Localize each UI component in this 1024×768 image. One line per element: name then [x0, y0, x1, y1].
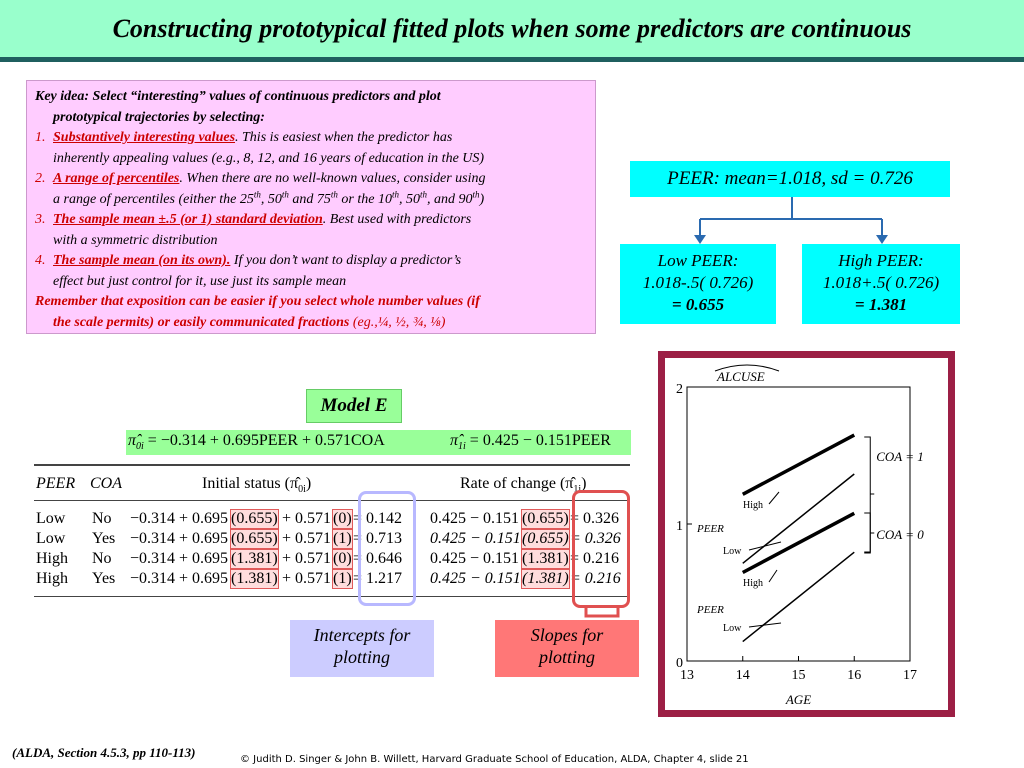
cell-intercept-result: = 0.646: [353, 550, 403, 567]
key-item-4-cont: effect but just control for it, use just its sample mean: [53, 273, 347, 289]
cell-intercept-expr: −0.314 + 0.695: [130, 550, 229, 567]
coa1-bracket: [864, 437, 874, 552]
cell-intercept-result: = 1.217: [353, 570, 403, 587]
y-tick-label: 0: [676, 656, 683, 671]
cell-slope-result: = 0.216: [570, 570, 621, 587]
pct-text: , 50: [260, 191, 282, 207]
cell-coa: Yes: [92, 570, 116, 587]
table-bottom-rule: [34, 596, 630, 597]
cell-peer: High: [36, 570, 68, 587]
high-label: High: [743, 500, 763, 511]
trajectory-line: [743, 513, 855, 572]
x-tick-label: 14: [735, 668, 750, 683]
cell-coa-coef: + 0.571: [282, 570, 332, 587]
label-line: plotting: [538, 647, 595, 667]
header-text: Initial status (π̂: [202, 475, 299, 492]
trajectory-line: [743, 435, 855, 494]
x-axis-label: AGE: [785, 692, 812, 707]
remember-fractions: (eg.,¼, ½, ¾, ⅛): [349, 314, 446, 330]
cell-slope-peer-value: (0.655): [522, 510, 569, 527]
cell-slope-result: = 0.326: [570, 530, 621, 547]
cell-coa-coef: + 0.571: [282, 530, 332, 547]
cell-slope-expr: 0.425 − 0.151: [430, 530, 521, 547]
pct-text: , and 90: [427, 191, 473, 207]
cell-coa-value: (1): [333, 530, 352, 547]
sup: th: [472, 188, 480, 199]
sup: th: [281, 188, 289, 199]
peer-summary-box: PEER: mean=1.018, sd = 0.726: [630, 161, 950, 197]
label-line: plotting: [333, 647, 390, 667]
pi-hat: π̂: [128, 432, 137, 449]
pct-text: or the 10: [337, 191, 392, 207]
cell-peer-value: (1.381): [231, 550, 278, 567]
coa0-label: COA = 0: [876, 527, 924, 542]
item-link: A range of percentiles: [53, 171, 180, 186]
item-number: 2.: [35, 171, 46, 186]
high-peer-title: High PEER:: [838, 251, 924, 270]
sup: th: [420, 188, 428, 199]
table-top-rule: [34, 464, 630, 466]
high-arrow: [769, 492, 779, 504]
equation-rhs: = 0.425 − 0.151PEER: [465, 432, 611, 449]
pct-text: ): [479, 191, 485, 207]
low-peer-formula: 1.018-.5( 0.726): [642, 273, 754, 292]
cell-coa-coef: + 0.571: [282, 550, 332, 567]
equation-slope: [450, 432, 611, 452]
sup: th: [253, 188, 261, 199]
coa0-bracket: [864, 513, 874, 553]
intercepts-highlight-frame: [358, 491, 416, 606]
footer-reference: (ALDA, Section 4.5.3, pp 110-113): [12, 745, 196, 760]
label-line: Slopes for: [530, 625, 604, 645]
cell-coa-value: (0): [333, 510, 352, 527]
key-item-1: [35, 128, 587, 149]
coa1-label: COA = 1: [876, 449, 924, 464]
cell-coa: No: [92, 550, 112, 567]
x-tick-label: 15: [791, 668, 806, 683]
cell-slope-result: = 0.216: [570, 550, 620, 567]
col-header-initial: [202, 475, 311, 495]
y-axis-label: ALCUSE: [717, 369, 765, 384]
trajectory-line: [743, 474, 855, 563]
subscript: 1i: [573, 484, 582, 496]
remember-text: the scale permits) or easily communicated fractions: [53, 314, 350, 330]
key-item-3-cont: with a symmetric distribution: [53, 232, 218, 248]
cell-slope-expr: 0.425 − 0.151: [430, 570, 521, 587]
item-text: . Best used with predictors: [322, 212, 472, 227]
low-arrow: [749, 542, 781, 550]
high-peer-box: [802, 244, 960, 324]
slopes-for-plotting-label: [495, 620, 639, 677]
pi-hat: π̂: [450, 432, 459, 449]
model-label: Model E: [306, 389, 402, 423]
label-line: Intercepts for: [313, 625, 411, 645]
subscript: 0i: [136, 441, 144, 453]
item-text: If you don’t want to display a predictor’s: [230, 253, 462, 268]
high-peer-value: = 1.381: [854, 295, 908, 314]
peer-label: PEER: [697, 604, 724, 616]
col-header-rate: [460, 475, 586, 495]
cell-intercept-expr: −0.314 + 0.695: [130, 570, 229, 587]
cell-intercept-result: = 0.142: [353, 510, 403, 527]
item-text: . This is easiest when the predictor has: [235, 130, 453, 145]
item-number: 4.: [35, 253, 46, 268]
cell-peer-value: (0.655): [231, 530, 278, 547]
x-tick-label: 13: [680, 668, 694, 683]
low-peer-box: [620, 244, 776, 324]
key-item-3: [35, 210, 587, 231]
key-item-4: [35, 251, 587, 272]
header-text: Rate of change (π̂: [460, 475, 574, 492]
col-header-peer: PEER: [36, 475, 76, 492]
header-text: ): [581, 475, 587, 492]
item-number: 3.: [35, 212, 46, 227]
pct-text: a range of percentiles (either the 25: [53, 191, 254, 207]
title-bar: [0, 0, 1024, 62]
key-item-2: [35, 169, 587, 190]
low-label: Low: [723, 546, 742, 557]
cell-peer: Low: [36, 510, 66, 527]
x-tick-label: 16: [847, 668, 862, 683]
y-tick-label: 1: [676, 519, 683, 534]
cell-slope-peer-value: (1.381): [522, 550, 569, 567]
item-number: 1.: [35, 130, 46, 145]
high-arrow: [769, 570, 777, 582]
cell-slope-peer-value: (0.655): [522, 530, 569, 547]
intercepts-for-plotting-label: [290, 620, 434, 677]
peer-label: PEER: [697, 523, 724, 535]
fitted-trajectory-plot: [664, 357, 949, 711]
key-item-2-cont: [35, 190, 587, 211]
cell-coa: Yes: [92, 530, 116, 547]
pct-text: and 75: [288, 191, 331, 207]
cell-slope-expr: 0.425 − 0.151: [430, 510, 520, 527]
cell-coa-value: (0): [333, 550, 352, 567]
table-header-rule: [34, 500, 630, 501]
equation-rhs: = −0.314 + 0.695PEER + 0.571COA: [143, 432, 385, 449]
high-label: High: [743, 578, 763, 589]
remember-line-2: [35, 313, 587, 334]
cell-peer: Low: [36, 530, 66, 547]
slopes-highlight-frame: [572, 490, 630, 608]
subscript: 0i: [298, 484, 306, 496]
cell-coa-value: (1): [333, 570, 352, 587]
peer-branch-arrows: [690, 197, 890, 245]
low-label: Low: [723, 623, 742, 634]
cell-intercept-expr: −0.314 + 0.695: [130, 510, 229, 527]
cell-coa: No: [92, 510, 112, 527]
equation-intercept: [128, 432, 385, 452]
item-link: The sample mean (on its own).: [53, 253, 231, 268]
key-item-1-cont: inherently appealing values (e.g., 8, 12, and 16 years of education in the US): [53, 150, 485, 166]
key-idea-box: [26, 80, 596, 334]
sup: th: [391, 188, 399, 199]
item-text: . When there are no well-known values, consider using: [179, 171, 486, 186]
sup: th: [330, 188, 338, 199]
low-peer-title: Low PEER:: [657, 251, 739, 270]
cell-slope-expr: 0.425 − 0.151: [430, 550, 520, 567]
cell-coa-coef: + 0.571: [282, 510, 332, 527]
y-tick-label: 2: [676, 382, 683, 397]
header-text: ): [305, 475, 312, 492]
trajectory-line: [743, 552, 855, 641]
cell-peer: High: [36, 550, 68, 567]
footer-copyright: © Judith D. Singer & John B. Willett, Harvard Graduate School of Education, ALDA, Chapter 4, slide 21: [240, 754, 749, 765]
high-peer-formula: 1.018+.5( 0.726): [822, 273, 940, 292]
slide-title: Constructing prototypical fitted plots when some predictors are continuous: [112, 14, 912, 43]
item-link: Substantively interesting values: [53, 130, 236, 145]
remember-line-1: Remember that exposition can be easier if you select whole number values (if: [35, 294, 480, 309]
cell-peer-value: (0.655): [231, 510, 278, 527]
key-idea-heading-1: Key idea: Select “interesting” values of continuous predictors and plot: [35, 89, 441, 104]
low-peer-value: = 0.655: [671, 295, 725, 314]
cell-intercept-expr: −0.314 + 0.695: [130, 530, 229, 547]
cell-intercept-result: = 0.713: [353, 530, 403, 547]
key-idea-heading-2: prototypical trajectories by selecting:: [53, 109, 265, 125]
cell-peer-value: (1.381): [231, 570, 278, 587]
subscript: 1i: [458, 441, 466, 453]
cell-slope-peer-value: (1.381): [522, 570, 569, 587]
x-tick-label: 17: [903, 668, 917, 683]
pct-text: , 50: [399, 191, 420, 207]
col-header-coa: COA: [90, 475, 122, 492]
item-link: The sample mean ±.5 (or 1) standard deviation: [53, 212, 323, 227]
cell-slope-result: = 0.326: [570, 510, 620, 527]
